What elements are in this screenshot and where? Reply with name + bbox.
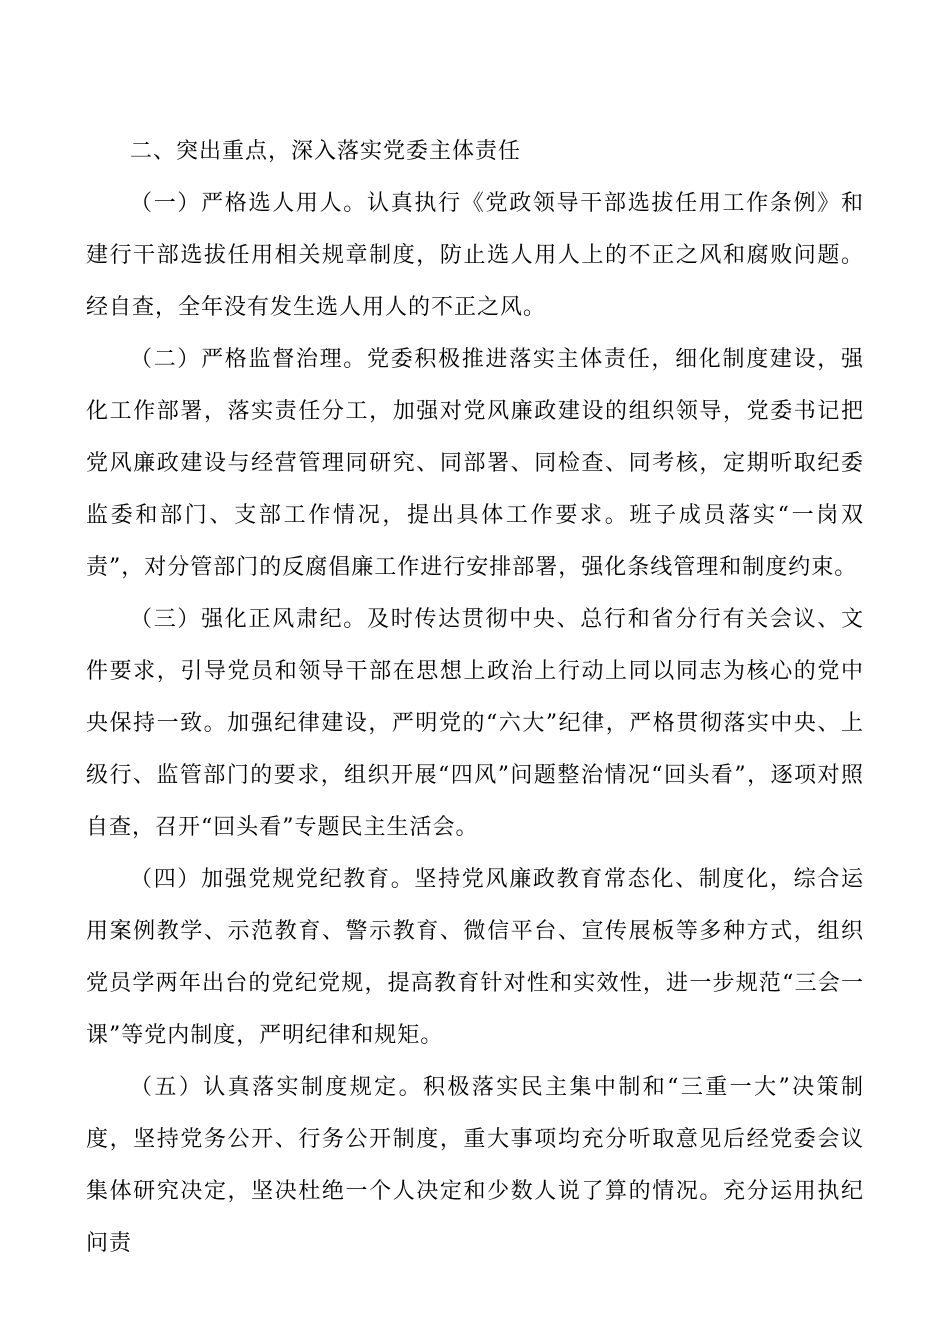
paragraph-5: （五）认真落实制度规定。积极落实民主集中制和“三重一大”决策制度，坚持党务公开、行务公开制度，重大事项均充分听取意见后经党委会议集体研究决定，坚决杜绝一个人决定和少数人说了算的情况。充分运用执纪问责 bbox=[86, 1075, 864, 1256]
paragraph-2: （二）严格监督治理。党委积极推进落实主体责任，细化制度建设，强化工作部署，落实责任分工，加强对党风廉政建设的组织领导，党委书记把党风廉政建设与经营管理同研究、同部署、同检查、同考核，定期听取纪委监委和部门、支部工作情况，提出具体工作要求。班子成员落实“一岗双责”，对分管部门的反腐倡廉工作进行安排部署，强化条线管理和制度约束。 bbox=[86, 347, 864, 580]
paragraph-4: （四）加强党规党纪教育。坚持党风廉政教育常态化、制度化，综合运用案例教学、示范教育、警示教育、微信平台、宣传展板等多种方式，组织党员学两年出台的党纪党规，提高教育针对性和实效性，进一步规范“三会一课”等党内制度，严明纪律和规矩。 bbox=[86, 867, 864, 1048]
paragraph-3: （三）强化正风肃纪。及时传达贯彻中央、总行和省分行有关会议、文件要求，引导党员和领导干部在思想上政治上行动上同以同志为核心的党中央保持一致。加强纪律建设，严明党的“六大”纪律，严格贯彻落实中央、上级行、监管部门的要求，组织开展“四风”问题整治情况“回头看”，逐项对照自查，召开“回头看”专题民主生活会。 bbox=[86, 607, 864, 840]
paragraph-1: （一）严格选人用人。认真执行《党政领导干部选拔任用工作条例》和建行干部选拔任用相关规章制度，防止选人用人上的不正之风和腐败问题。经自查，全年没有发生选人用人的不正之风。 bbox=[86, 191, 864, 320]
document-body bbox=[86, 126, 864, 1270]
section-heading: 二、突出重点，深入落实党委主体责任 bbox=[130, 139, 522, 164]
